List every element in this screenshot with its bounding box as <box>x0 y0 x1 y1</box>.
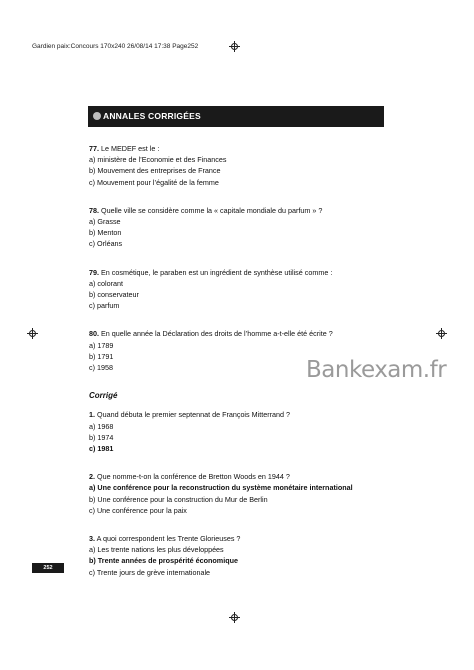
answer-option: a) colorant <box>89 278 123 288</box>
section-title: ANNALES CORRIGÉES <box>103 111 201 121</box>
question-text: 2. Que nomme-t-on la conférence de Bretton Woods en 1944 ? <box>89 472 290 482</box>
question-text: 79. En cosmétique, le paraben est un ingrédient de synthèse utilisé comme : <box>89 267 333 277</box>
question-text: 3. A quoi correspondent les Trente Glorieuses ? <box>89 534 241 544</box>
page-number-badge: 252 <box>32 563 64 573</box>
question-text: 80. En quelle année la Déclaration des droits de l’homme a-t-elle été écrite ? <box>89 329 333 339</box>
answer-option: c) Trente jours de grève internationale <box>89 567 211 577</box>
question-text: 78. Quelle ville se considère comme la « capitale mondiale du parfum » ? <box>89 205 323 215</box>
answer-option: a) 1789 <box>89 340 114 350</box>
answer-option: a) Grasse <box>89 217 121 227</box>
registration-mark-icon <box>438 330 445 337</box>
answer-option: b) conservateur <box>89 290 139 300</box>
answer-option: a) ministère de l’Economie et des Finances <box>89 155 227 165</box>
answer-option: b) Menton <box>89 228 122 238</box>
answer-option: c) Mouvement pour l’égalité de la femme <box>89 177 219 187</box>
answer-option: b) Une conférence pour la construction du Mur de Berlin <box>89 494 268 504</box>
answer-option: a) 1968 <box>89 421 114 431</box>
answer-option: c) Orléans <box>89 239 123 249</box>
registration-mark-icon <box>231 614 238 621</box>
registration-mark-icon <box>231 43 238 50</box>
question-block <box>89 267 389 312</box>
corrige-block <box>89 471 389 516</box>
correct-answer: c) 1981 <box>89 444 114 454</box>
corrige-heading: Corrigé <box>89 391 118 401</box>
question-text: 1. Quand débuta le premier septennat de François Mitterrand ? <box>89 410 290 420</box>
corrige-block <box>89 409 389 454</box>
answer-option: c) 1958 <box>89 363 113 373</box>
question-block <box>89 205 389 250</box>
answer-option: b) Mouvement des entreprises de France <box>89 166 221 176</box>
correct-answer: a) Une conférence pour la reconstruction du système monétaire international <box>89 483 353 493</box>
corrige-block <box>89 533 389 578</box>
correct-answer: b) Trente années de prospérité économique <box>89 556 238 566</box>
bullet-dot-icon <box>93 112 101 120</box>
question-block <box>89 143 389 188</box>
section-banner <box>88 106 384 127</box>
watermark-logo: Bankexam.fr <box>306 357 447 383</box>
question-text: 77. Le MEDEF est le : <box>89 144 160 153</box>
answer-option: b) 1974 <box>89 432 114 442</box>
answer-option: c) Une conférence pour la paix <box>89 505 187 515</box>
answer-option: b) 1791 <box>89 351 114 361</box>
answer-option: c) parfum <box>89 301 120 311</box>
answer-option: a) Les trente nations les plus développées <box>89 545 224 555</box>
registration-mark-icon <box>29 330 36 337</box>
print-slug-line: Gardien paix:Concours 170x240 26/08/14 17:38 Page252 <box>32 43 199 50</box>
